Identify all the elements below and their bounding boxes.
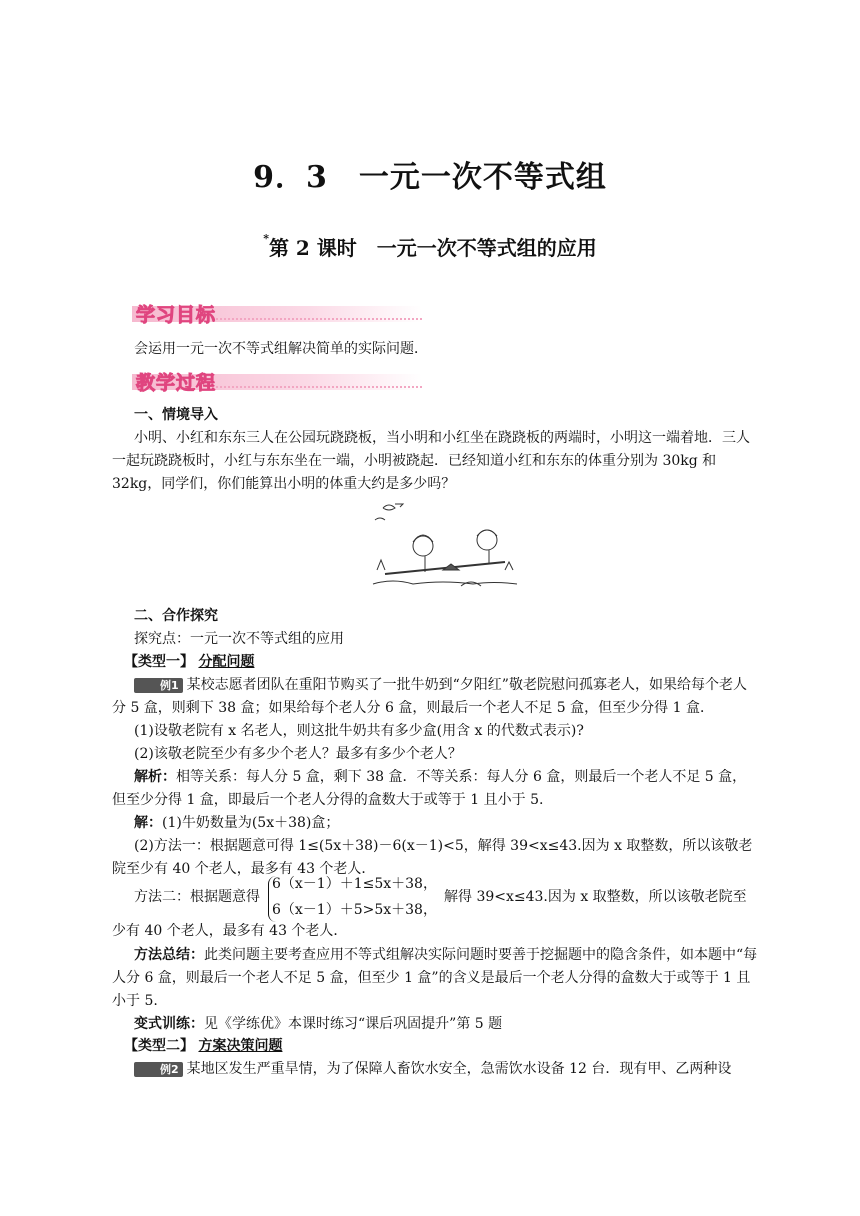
banner-teaching-process bbox=[132, 368, 422, 394]
section-heading-explore: 二、合作探究 bbox=[134, 608, 218, 624]
example1-text: 某校志愿者团队在重阳节购买了一批牛奶到“夕阳红”敬老院慰问孤寡老人，如果给每个老人分 5 盒，则剩下 38 盒；如果给每个老人分 6 盒，则最后一个老人不足 5 盒，但至少分得 1 盒． bbox=[112, 677, 747, 716]
example2 bbox=[112, 1058, 760, 1081]
solution-1-text: (1)牛奶数量为(5x＋38)盒； bbox=[162, 815, 340, 831]
type2-heading bbox=[124, 1035, 772, 1058]
lesson-subtitle bbox=[0, 232, 860, 261]
type2-name: 方案决策问题 bbox=[198, 1038, 283, 1054]
variant-text: 见《学练优》本课时练习“课后巩固提升”第 5 题 bbox=[204, 1016, 503, 1032]
seesaw-illustration bbox=[365, 500, 525, 600]
type1-prefix: 【类型一】 bbox=[124, 654, 194, 670]
subtitle-mark: * bbox=[263, 232, 269, 245]
example1-question1: (1)设敬老院有 x 名老人，则这批牛奶共有多少盒(用含 x 的代数式表示)? bbox=[134, 723, 584, 739]
summary-label: 方法总结： bbox=[134, 947, 204, 963]
method2-tail: 少有 40 个老人，最多有 43 个老人． bbox=[112, 923, 348, 939]
summary-text: 此类问题主要考查应用不等式组解决实际问题时要善于挖掘题中的隐含条件，如本题中“每人分 6 盒，则最后一个老人不足 5 盒，但至少 1 盒”的含义是最后一个老人分得的盒数大于或等于 1 且小于 5. bbox=[112, 947, 758, 1009]
variant-label: 变式训练： bbox=[134, 1016, 204, 1032]
example1 bbox=[112, 674, 760, 720]
type1-name: 分配问题 bbox=[198, 654, 255, 670]
type2-prefix: 【类型二】 bbox=[124, 1038, 194, 1054]
solution-1 bbox=[112, 812, 760, 835]
section-heading-intro: 一、情境导入 bbox=[134, 407, 218, 423]
method2-suffix: 解得 39<x≤43.因为 x 取整数，所以该敬老院至 bbox=[444, 889, 747, 905]
explore-point: 探究点：一元一次不等式组的应用 bbox=[134, 631, 344, 647]
analysis-label: 解析： bbox=[134, 769, 176, 785]
banner-teaching-process-label: 教学过程 bbox=[136, 372, 217, 394]
page-title: 9．3 一元一次不等式组 bbox=[253, 160, 607, 195]
objective-text: 会运用一元一次不等式组解决简单的实际问题． bbox=[134, 341, 428, 357]
example2-tag: 例2 bbox=[134, 1062, 183, 1077]
method2-prefix: 方法二：根据题意得 bbox=[134, 889, 260, 905]
solution-label: 解： bbox=[134, 815, 162, 831]
example2-text: 某地区发生严重旱情，为了保障人畜饮水安全，急需饮水设备 12 台．现有甲、乙两种设 bbox=[186, 1061, 732, 1077]
analysis-text: 相等关系：每人分 5 盒，剩下 38 盒．不等关系：每人分 6 盒，则最后一个老人不足 5 盒，但至少分得 1 盒，即最后一个老人分得的盒数大于或等于 1 且小于 5. bbox=[112, 769, 747, 808]
example1-tag: 例1 bbox=[134, 678, 183, 693]
analysis bbox=[112, 766, 760, 812]
example1-question2: (2)该敬老院至少有多少个老人？最多有多少个老人？ bbox=[134, 746, 462, 762]
type1-heading bbox=[124, 651, 772, 674]
solution-2: (2)方法一：根据题意可得 1≤(5x＋38)－6(x－1)<5，解得 39<x≤43.因为 x 取整数，所以该敬老院至少有 40 个老人，最多有 43 个老人． bbox=[112, 838, 753, 877]
inequality-1: 6（x－1）＋1≤5x＋38， bbox=[272, 876, 437, 892]
banner-learning-goals bbox=[132, 300, 422, 326]
inequality-2: 6（x－1）＋5>5x＋38， bbox=[272, 902, 437, 918]
banner-learning-goals-label: 学习目标 bbox=[136, 304, 217, 326]
variant-training bbox=[112, 1013, 760, 1036]
subtitle-text: 第 2 课时 一元一次不等式组的应用 bbox=[268, 236, 597, 260]
intro-paragraph: 小明、小红和东东三人在公园玩跷跷板，当小明和小红坐在跷跷板的两端时，小明这一端着地．三人一起玩跷跷板时，小红与东东坐在一端，小明被跷起．已经知道小红和东东的体重分别为 30kg 和 32kg，同学们，你们能算出小明的体重大约是多少吗？ bbox=[112, 430, 750, 492]
method-summary bbox=[112, 944, 760, 1013]
